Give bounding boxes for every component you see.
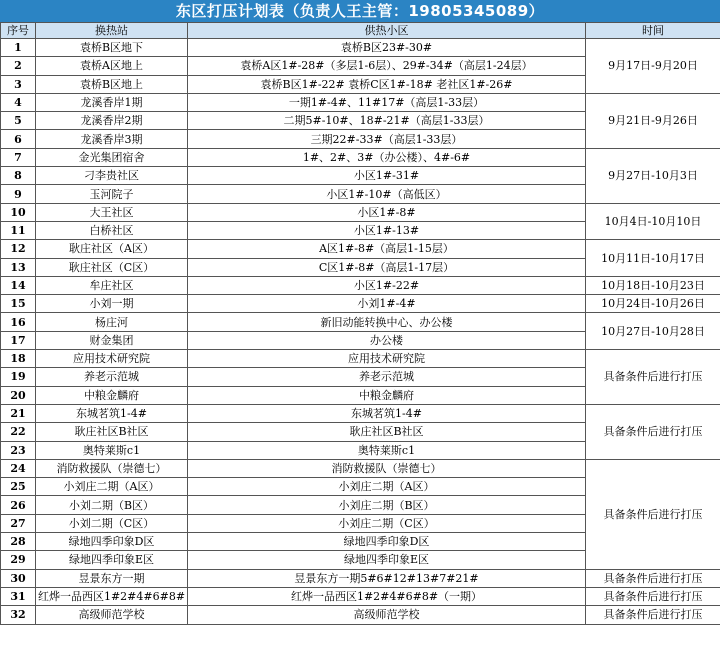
cell-seq: 19 bbox=[1, 368, 36, 386]
cell-station: 小刘二期（C区） bbox=[36, 514, 188, 532]
cell-time: 10月24日-10月26日 bbox=[586, 295, 720, 313]
cell-seq: 32 bbox=[1, 606, 36, 624]
cell-community: 东城茗筑1-4# bbox=[188, 404, 586, 422]
cell-time: 10月11日-10月17日 bbox=[586, 240, 720, 277]
cell-seq: 20 bbox=[1, 386, 36, 404]
cell-seq: 24 bbox=[1, 459, 36, 477]
cell-station: 袁桥A区地上 bbox=[36, 57, 188, 75]
cell-time: 具备条件后进行打压 bbox=[586, 404, 720, 459]
cell-community: 袁桥A区1#-28#（多层1-6层）、29#-34#（高层1-24层） bbox=[188, 57, 586, 75]
cell-community: 1#、2#、3#（办公楼）、4#-6# bbox=[188, 148, 586, 166]
cell-station: 养老示范城 bbox=[36, 368, 188, 386]
cell-seq: 17 bbox=[1, 331, 36, 349]
cell-seq: 2 bbox=[1, 57, 36, 75]
cell-community: 袁桥B区23#-30# bbox=[188, 39, 586, 57]
cell-station: 杨庄河 bbox=[36, 313, 188, 331]
cell-community: 小区1#-13# bbox=[188, 221, 586, 239]
cell-station: 牟庄社区 bbox=[36, 276, 188, 294]
pressure-test-schedule-table bbox=[0, 22, 720, 625]
cell-community: 应用技术研究院 bbox=[188, 350, 586, 368]
cell-community: 绿地四季印象E区 bbox=[188, 551, 586, 569]
cell-station: 中粮金麟府 bbox=[36, 386, 188, 404]
cell-seq: 3 bbox=[1, 75, 36, 93]
cell-community: 小刘庄二期（A区） bbox=[188, 478, 586, 496]
header-station: 换热站 bbox=[36, 23, 188, 39]
cell-station: 金光集团宿舍 bbox=[36, 148, 188, 166]
cell-community: 消防救援队（崇德七） bbox=[188, 459, 586, 477]
cell-station: 袁桥B区地下 bbox=[36, 39, 188, 57]
cell-community: A区1#-8#（高层1-15层） bbox=[188, 240, 586, 258]
cell-community: 养老示范城 bbox=[188, 368, 586, 386]
cell-time: 具备条件后进行打压 bbox=[586, 606, 720, 624]
cell-station: 绿地四季印象E区 bbox=[36, 551, 188, 569]
cell-community: 小刘1#-4# bbox=[188, 295, 586, 313]
cell-community: 中粮金麟府 bbox=[188, 386, 586, 404]
cell-station: 袁桥B区地上 bbox=[36, 75, 188, 93]
cell-community: 耿庄社区B社区 bbox=[188, 423, 586, 441]
cell-seq: 6 bbox=[1, 130, 36, 148]
cell-community: 二期5#-10#、18#-21#（高层1-33层） bbox=[188, 112, 586, 130]
cell-seq: 13 bbox=[1, 258, 36, 276]
header-community: 供热小区 bbox=[188, 23, 586, 39]
cell-seq: 16 bbox=[1, 313, 36, 331]
cell-community: 办公楼 bbox=[188, 331, 586, 349]
cell-seq: 29 bbox=[1, 551, 36, 569]
cell-station: 消防救援队（崇德七） bbox=[36, 459, 188, 477]
table-row bbox=[1, 203, 720, 221]
cell-station: 白桥社区 bbox=[36, 221, 188, 239]
table-row bbox=[1, 39, 720, 57]
cell-seq: 18 bbox=[1, 350, 36, 368]
cell-time: 具备条件后进行打压 bbox=[586, 587, 720, 605]
cell-seq: 28 bbox=[1, 533, 36, 551]
cell-time: 具备条件后进行打压 bbox=[586, 569, 720, 587]
cell-community: 三期22#-33#（高层1-33层） bbox=[188, 130, 586, 148]
cell-station: 应用技术研究院 bbox=[36, 350, 188, 368]
cell-station: 耿庄社区（C区） bbox=[36, 258, 188, 276]
table-row bbox=[1, 148, 720, 166]
cell-community: 新旧动能转换中心、办公楼 bbox=[188, 313, 586, 331]
cell-seq: 14 bbox=[1, 276, 36, 294]
cell-station: 奥特莱斯c1 bbox=[36, 441, 188, 459]
cell-seq: 21 bbox=[1, 404, 36, 422]
cell-time: 9月27日-10月3日 bbox=[586, 148, 720, 203]
cell-community: 小区1#-22# bbox=[188, 276, 586, 294]
table-body bbox=[1, 39, 720, 625]
cell-community: 小区1#-8# bbox=[188, 203, 586, 221]
table-row bbox=[1, 313, 720, 331]
table-row bbox=[1, 93, 720, 111]
cell-community: 高级师范学校 bbox=[188, 606, 586, 624]
header-row bbox=[1, 23, 720, 39]
cell-seq: 8 bbox=[1, 167, 36, 185]
cell-station: 龙溪香岸1期 bbox=[36, 93, 188, 111]
cell-seq: 26 bbox=[1, 496, 36, 514]
cell-station: 耿庄社区B社区 bbox=[36, 423, 188, 441]
cell-seq: 30 bbox=[1, 569, 36, 587]
cell-time: 具备条件后进行打压 bbox=[586, 459, 720, 569]
cell-community: 奥特莱斯c1 bbox=[188, 441, 586, 459]
cell-seq: 23 bbox=[1, 441, 36, 459]
cell-station: 小刘庄二期（A区） bbox=[36, 478, 188, 496]
cell-seq: 27 bbox=[1, 514, 36, 532]
cell-time: 10月18日-10月23日 bbox=[586, 276, 720, 294]
cell-time: 9月17日-9月20日 bbox=[586, 39, 720, 94]
cell-community: 袁桥B区1#-22# 袁桥C区1#-18# 老社区1#-26# bbox=[188, 75, 586, 93]
cell-seq: 5 bbox=[1, 112, 36, 130]
table-row bbox=[1, 404, 720, 422]
table-row bbox=[1, 295, 720, 313]
cell-seq: 15 bbox=[1, 295, 36, 313]
cell-station: 财金集团 bbox=[36, 331, 188, 349]
cell-seq: 7 bbox=[1, 148, 36, 166]
cell-station: 绿地四季印象D区 bbox=[36, 533, 188, 551]
sheet-title: 东区打压计划表（负责人王主管：19805345089） bbox=[0, 0, 720, 22]
cell-community: 绿地四季印象D区 bbox=[188, 533, 586, 551]
cell-station: 东城茗筑1-4# bbox=[36, 404, 188, 422]
cell-seq: 25 bbox=[1, 478, 36, 496]
cell-station: 龙溪香岸3期 bbox=[36, 130, 188, 148]
cell-seq: 1 bbox=[1, 39, 36, 57]
table-row bbox=[1, 587, 720, 605]
table-row bbox=[1, 240, 720, 258]
header-time: 时间 bbox=[586, 23, 720, 39]
cell-station: 红烨一品西区1#2#4#6#8# bbox=[36, 587, 188, 605]
cell-seq: 22 bbox=[1, 423, 36, 441]
cell-time: 10月4日-10月10日 bbox=[586, 203, 720, 240]
cell-community: 小刘庄二期（C区） bbox=[188, 514, 586, 532]
table-row bbox=[1, 606, 720, 624]
table-row bbox=[1, 459, 720, 477]
cell-community: 昱景东方一期5#6#12#13#7#21# bbox=[188, 569, 586, 587]
cell-seq: 12 bbox=[1, 240, 36, 258]
cell-station: 高级师范学校 bbox=[36, 606, 188, 624]
cell-seq: 10 bbox=[1, 203, 36, 221]
cell-station: 龙溪香岸2期 bbox=[36, 112, 188, 130]
table-row bbox=[1, 569, 720, 587]
cell-seq: 9 bbox=[1, 185, 36, 203]
cell-community: 小区1#-10#（高低区） bbox=[188, 185, 586, 203]
cell-time: 9月21日-9月26日 bbox=[586, 93, 720, 148]
cell-station: 昱景东方一期 bbox=[36, 569, 188, 587]
cell-community: C区1#-8#（高层1-17层） bbox=[188, 258, 586, 276]
header-seq: 序号 bbox=[1, 23, 36, 39]
cell-station: 小刘一期 bbox=[36, 295, 188, 313]
table-row bbox=[1, 350, 720, 368]
cell-time: 10月27日-10月28日 bbox=[586, 313, 720, 350]
cell-community: 一期1#-4#、11#17#（高层1-33层） bbox=[188, 93, 586, 111]
cell-community: 红烨一品西区1#2#4#6#8#（一期） bbox=[188, 587, 586, 605]
cell-seq: 11 bbox=[1, 221, 36, 239]
cell-community: 小刘庄二期（B区） bbox=[188, 496, 586, 514]
table-row bbox=[1, 276, 720, 294]
cell-station: 耿庄社区（A区） bbox=[36, 240, 188, 258]
cell-community: 小区1#-31# bbox=[188, 167, 586, 185]
cell-station: 大王社区 bbox=[36, 203, 188, 221]
cell-seq: 31 bbox=[1, 587, 36, 605]
cell-station: 刁李贵社区 bbox=[36, 167, 188, 185]
cell-station: 玉河院子 bbox=[36, 185, 188, 203]
cell-station: 小刘二期（B区） bbox=[36, 496, 188, 514]
cell-seq: 4 bbox=[1, 93, 36, 111]
cell-time: 具备条件后进行打压 bbox=[586, 350, 720, 405]
